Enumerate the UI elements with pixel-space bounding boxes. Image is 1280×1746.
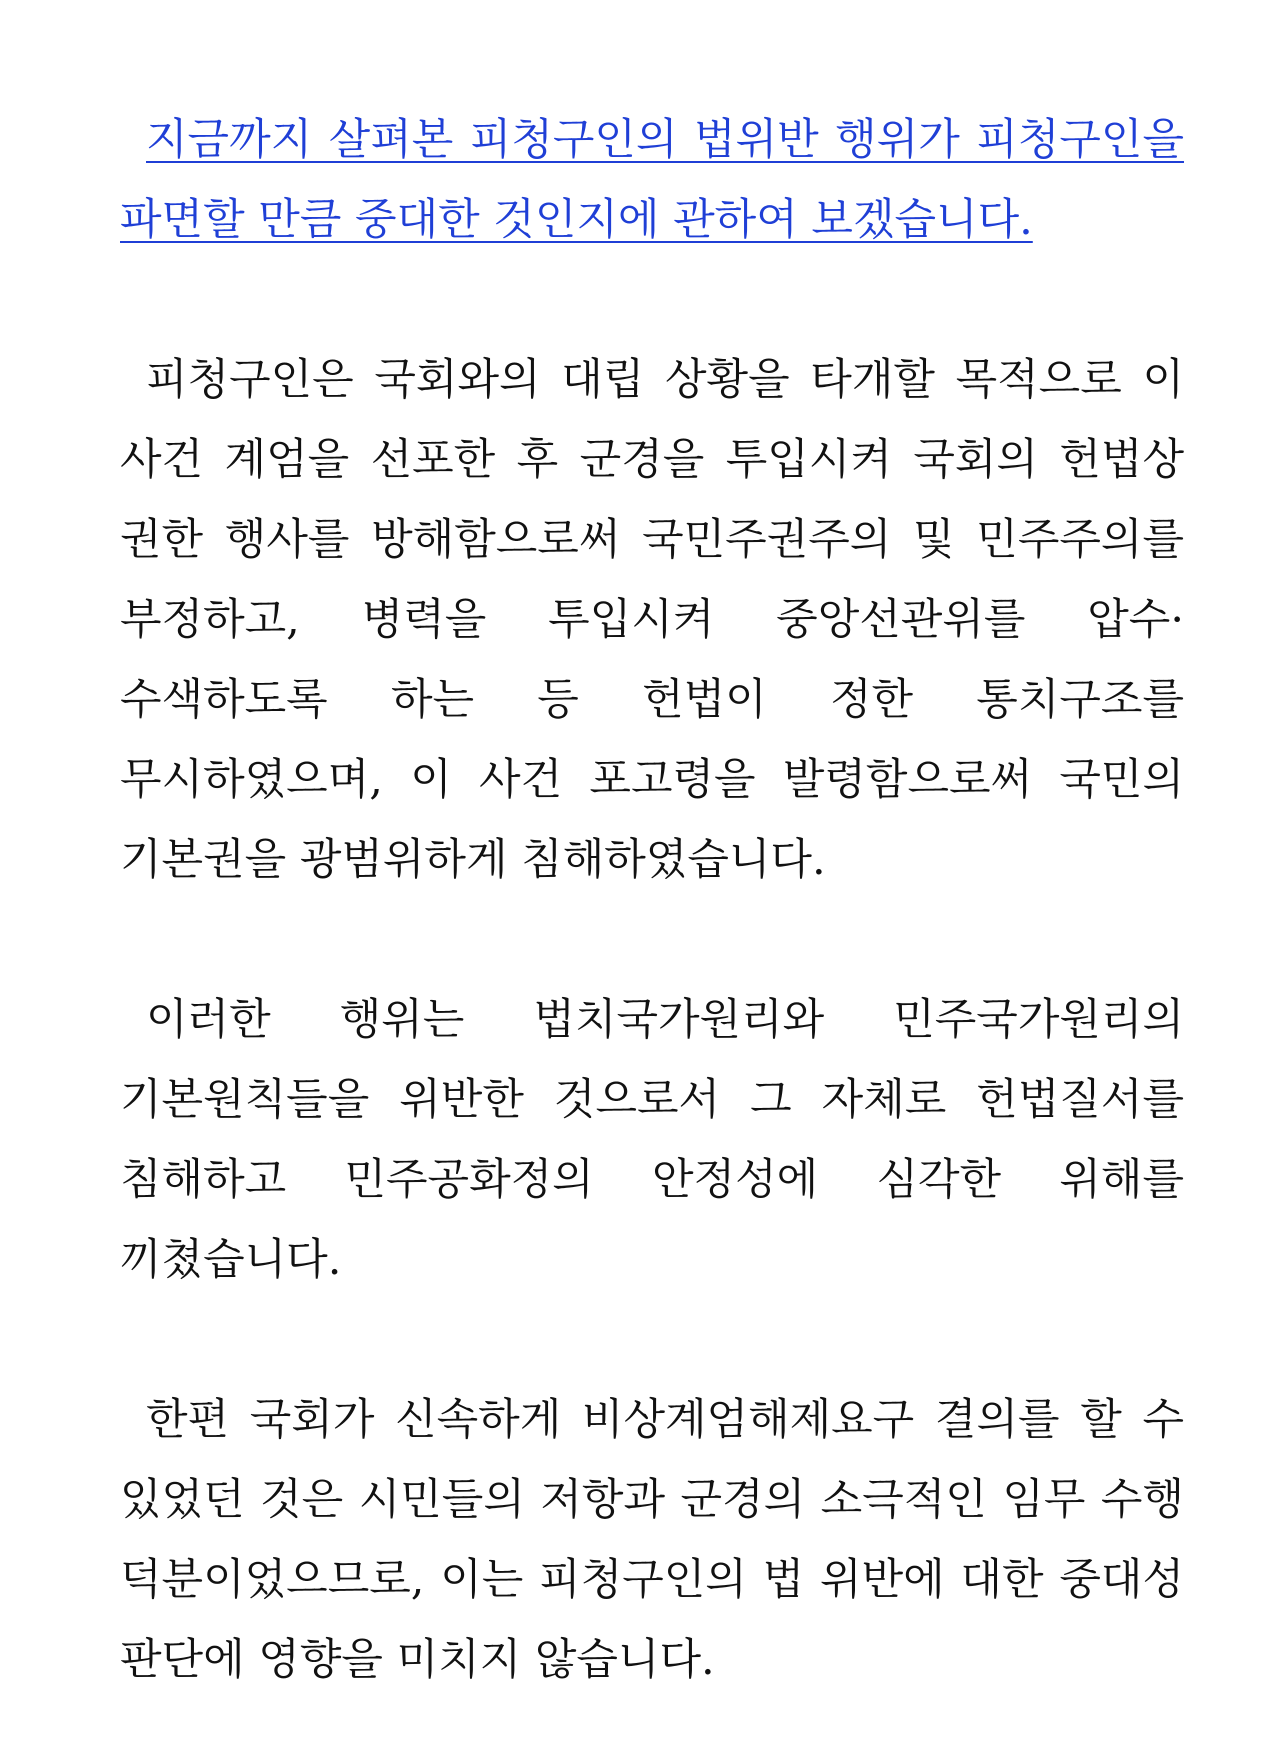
document-page	[120, 100, 1184, 1700]
paragraph-4: 한편 국회가 신속하게 비상계엄해제요구 결의를 할 수 있었던 것은 시민들의 저항과 군경의 소극적인 임무 수행 덕분이었으므로, 이는 피청구인의 법 위반에 대한 중대성 판단에 영향을 미치지 않습니다.	[120, 1395, 1184, 1685]
paragraph-1	[120, 100, 1184, 260]
paragraph-2: 피청구인은 국회와의 대립 상황을 타개할 목적으로 이 사건 계엄을 선포한 후 군경을 투입시켜 국회의 헌법상 권한 행사를 방해함으로써 국민주권주의 및 민주주의를 부정하고, 병력을 투입시켜 중앙선관위를 압수·수색하도록 하는 등 헌법이 정한 통치구조를 무시하였으며, 이 사건 포고령을 발령함으로써 국민의 기본권을 광범위하게 침해하였습니다.	[120, 355, 1184, 885]
paragraph-3: 이러한 행위는 법치국가원리와 민주국가원리의 기본원칙들을 위반한 것으로서 그 자체로 헌법질서를 침해하고 민주공화정의 안정성에 심각한 위해를 끼쳤습니다.	[120, 995, 1184, 1285]
highlighted-sentence: 지금까지 살펴본 피청구인의 법위반 행위가 피청구인을 파면할 만큼 중대한 것인지에 관하여 보겠습니다.	[120, 115, 1184, 245]
